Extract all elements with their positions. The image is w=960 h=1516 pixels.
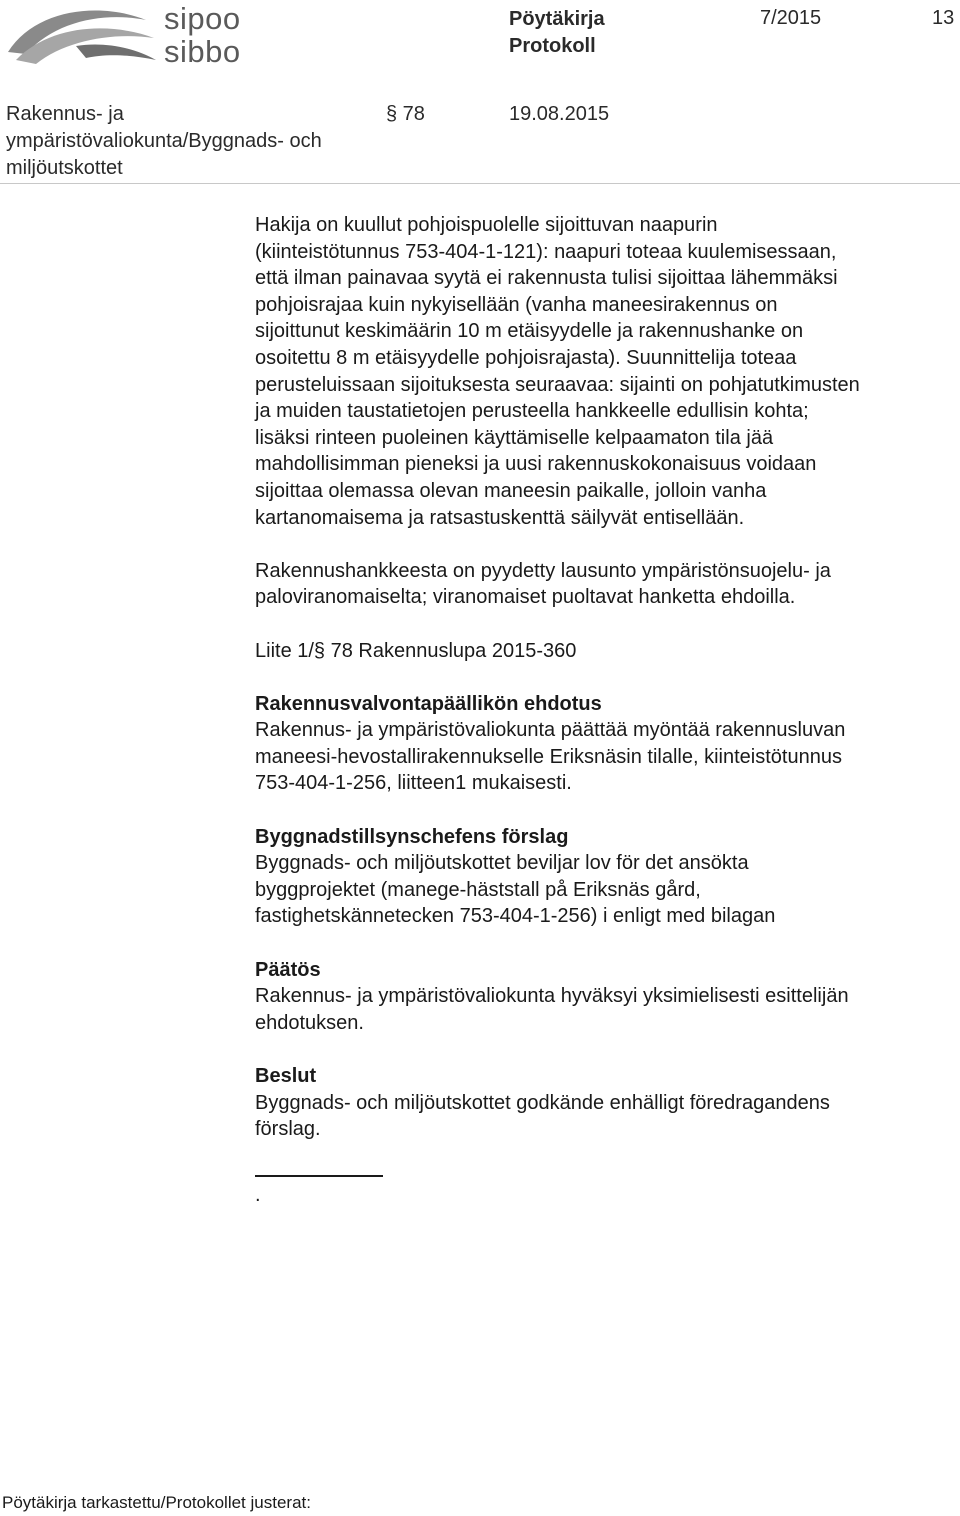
text-line: maneesi-hevostallirakennukselle Eriksnäsin tilalle, kiinteistötunnus — [255, 745, 842, 768]
document-number: 7/2015 — [760, 7, 822, 29]
text-line: osoitettu 8 m etäisyydelle pohjoisrajasta). Suunnittelija toteaa — [255, 346, 797, 369]
header-divider — [0, 183, 960, 184]
document-body — [255, 212, 960, 1143]
text-line: Rakennushankkeesta on pyydetty lausunto ympäristönsuojelu- ja — [255, 559, 831, 582]
proposal-sv-heading: Byggnadstillsynschefens förslag — [255, 825, 569, 848]
decision-sv — [255, 1090, 960, 1143]
paragraph-statements — [255, 558, 960, 611]
text-line: perusteluissaan sijoituksesta seuraavaa: sijainti on pohjatutkimusten — [255, 373, 860, 396]
text-line: Rakennus- ja ympäristövaliokunta hyväksyi yksimielisesti esittelijän — [255, 985, 849, 1008]
doc-title-fi: Pöytäkirja — [509, 8, 605, 30]
proposal-sv — [255, 850, 960, 930]
signature-line — [255, 1175, 383, 1177]
org-line: Rakennus- ja — [6, 103, 124, 125]
page-number: 13 — [932, 7, 955, 29]
footer-verification: Pöytäkirja tarkastettu/Protokollet justerat: — [2, 1493, 311, 1512]
text-line: ja muiden taustatietojen perusteella hankkeelle edullisin kohta; — [255, 400, 809, 423]
text-line: paloviranomaiselta; viranomaiset puoltavat hanketta ehdoilla. — [255, 586, 796, 609]
doc-title-sv: Protokoll — [509, 35, 596, 57]
text-line: Rakennus- ja ympäristövaliokunta päättää myöntää rakennusluvan — [255, 719, 846, 742]
meeting-date: 19.08.2015 — [509, 103, 610, 125]
text-line: Hakija on kuullut pohjoispuolelle sijoittuvan naapurin — [255, 214, 718, 236]
text-line: pohjoisrajaa kuin nykyisellään (vanha maneesirakennus on — [255, 293, 778, 316]
proposal-fi — [255, 717, 960, 797]
decision-fi — [255, 983, 960, 1036]
logo-wordmark — [164, 2, 241, 68]
text-line: sijoittunut keskimäärin 10 m etäisyydelle ja rakennushanke on — [255, 320, 804, 343]
text-line: fastighetskännetecken 753-404-1-256) i enligt med bilagan — [255, 905, 776, 928]
text-line: byggprojektet (manege-häststall på Eriksnäs gård, — [255, 878, 701, 901]
text-line: förslag. — [255, 1118, 321, 1141]
logo-text-sv: sibbo — [164, 34, 241, 69]
text-line: mahdollisimman pieneksi ja uusi rakennuskokonaisuus voidaan — [255, 453, 817, 476]
section-number: § 78 — [386, 103, 425, 125]
text-line: sijoittaa olemassa olevan maneesin paikalle, jolloin vanha — [255, 479, 767, 502]
decision-fi-heading: Päätös — [255, 958, 321, 981]
org-line: miljöutskottet — [6, 157, 123, 179]
organization — [6, 101, 386, 182]
text-line: (kiinteistötunnus 753-404-1-121): naapuri toteaa kuulemisessaan, — [255, 240, 837, 263]
text-line: kartanomaisema ja ratsastuskenttä säilyvät entisellään. — [255, 506, 745, 529]
municipality-logo — [6, 2, 256, 72]
text-line: 753-404-1-256, liitteen1 mukaisesti. — [255, 772, 572, 795]
document-title — [509, 6, 605, 60]
logo-text-fi: sipoo — [164, 1, 241, 36]
text-line: että ilman painavaa syytä ei rakennusta tulisi sijoittaa lähemmäksi — [255, 267, 838, 290]
attachment-reference: Liite 1/§ 78 Rakennuslupa 2015-360 — [255, 639, 577, 662]
paragraph-neighbor-hearing — [255, 212, 960, 531]
proposal-fi-heading: Rakennusvalvontapäällikön ehdotus — [255, 692, 602, 715]
text-line: lisäksi rinteen puoleinen käyttämiselle kelpaamaton tila jää — [255, 426, 774, 449]
org-line: ympäristövaliokunta/Byggnads- och — [6, 130, 322, 152]
text-line: ehdotuksen. — [255, 1011, 364, 1034]
logo-swoosh-icon — [6, 2, 166, 72]
text-line: Byggnads- och miljöutskottet godkände enhälligt föredragandens — [255, 1091, 830, 1114]
decision-sv-heading: Beslut — [255, 1065, 317, 1087]
text-line: Byggnads- och miljöutskottet beviljar lov för det ansökta — [255, 852, 749, 875]
trailing-mark: . — [255, 1184, 261, 1206]
